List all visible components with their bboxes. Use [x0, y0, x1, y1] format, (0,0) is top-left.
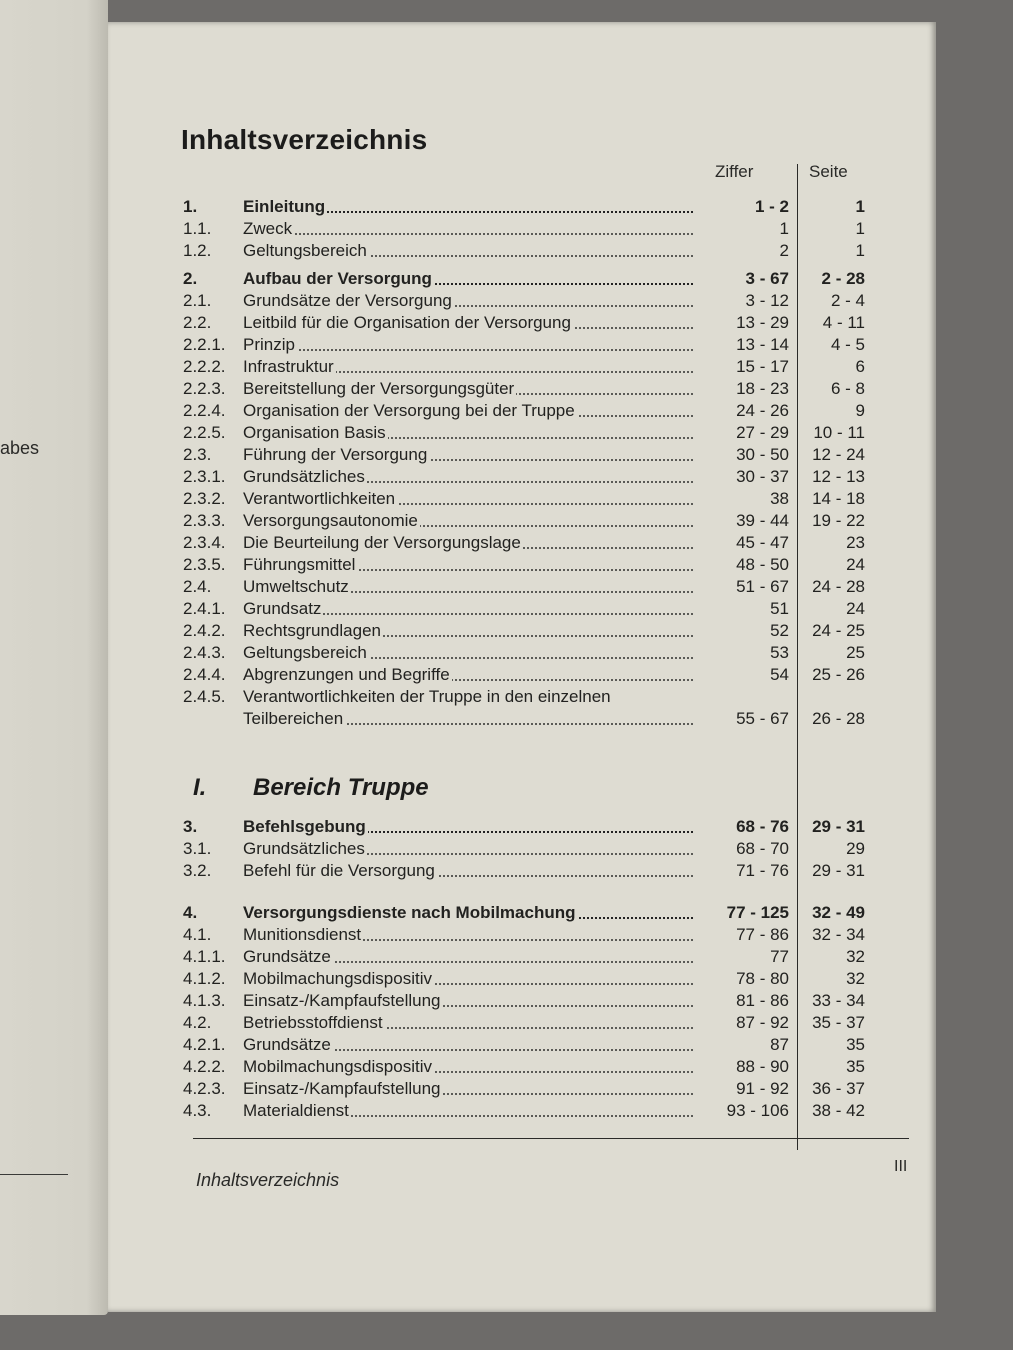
- toc-entry-number: 3.2.: [183, 861, 212, 880]
- toc-entry-ziffer: 87: [770, 1035, 789, 1054]
- toc-entry-title: Aufbau der Versorgung: [243, 269, 432, 288]
- toc-entry-seite: 9: [855, 401, 865, 420]
- toc-entry: [108, 838, 936, 860]
- toc-entry-ziffer: 68 - 76: [736, 817, 789, 836]
- toc-entry-seite: 32: [846, 947, 865, 966]
- toc-entry-title: Geltungsbereich: [243, 241, 367, 260]
- toc-entry-title: Organisation der Versorgung bei der Truppe: [243, 401, 575, 420]
- toc-entry-title: Einsatz-/Kampfaufstellung: [243, 991, 441, 1010]
- toc-entry-title: Prinzip: [243, 335, 295, 354]
- toc-entry-seite: 23: [846, 533, 865, 552]
- toc-entry-seite: 29: [846, 839, 865, 858]
- toc-entry-number: 2.3.1.: [183, 467, 226, 486]
- toc-entry-seite: 10 - 11: [813, 423, 865, 442]
- toc-entry-ziffer: 91 - 92: [736, 1079, 789, 1098]
- toc-entry-ziffer: 77 - 125: [726, 903, 789, 922]
- toc-entry-seite: 26 - 28: [812, 709, 865, 728]
- toc-entry-title: Grundsätze: [243, 1035, 331, 1054]
- toc-entry-label: [243, 946, 693, 968]
- toc-entry-ziffer: 81 - 86: [736, 991, 789, 1010]
- toc-entry-seite: 35: [846, 1035, 865, 1054]
- toc-entry-label: [243, 838, 693, 860]
- toc-entry-number: 4.2.3.: [183, 1079, 226, 1098]
- toc-entry-ziffer: 30 - 37: [736, 467, 789, 486]
- toc-entry-seite: 19 - 22: [812, 511, 865, 530]
- toc-entry-label: [243, 1034, 693, 1056]
- toc-entry-seite: 29 - 31: [812, 817, 865, 836]
- toc-entry: [108, 1100, 936, 1122]
- toc-entry-ziffer: 1 - 2: [754, 197, 789, 216]
- toc-entry-title: Rechtsgrundlagen: [243, 621, 381, 640]
- toc-entry-ziffer: 93 - 106: [726, 1101, 789, 1120]
- toc-entry-ziffer: 51: [770, 599, 789, 618]
- toc-entry-ziffer: 77 - 86: [736, 925, 789, 944]
- toc-entry-number: 2.4.4.: [183, 665, 226, 684]
- toc-entry-number: 4.: [183, 903, 198, 922]
- toc-entry-ziffer: 71 - 76: [736, 861, 789, 880]
- toc-entry-number: 2.4.3.: [183, 643, 226, 662]
- toc-entry-seite: 25 - 26: [812, 665, 865, 684]
- toc-entry-number: 2.3.5.: [183, 555, 226, 574]
- toc-entry-seite: 38 - 42: [812, 1101, 865, 1120]
- toc-entry-label: [243, 902, 693, 924]
- toc-entry-ziffer: 18 - 23: [736, 379, 789, 398]
- toc-entry-seite: 4 - 11: [822, 313, 865, 332]
- toc-entry: [108, 816, 936, 838]
- document-page: [108, 22, 936, 1312]
- toc-entry-number: 2.3.: [183, 445, 212, 464]
- toc-entry: [108, 1056, 936, 1078]
- toc-entry-number: 3.: [183, 817, 198, 836]
- toc-entry-label: [243, 1056, 693, 1078]
- toc-entry-seite: 32 - 34: [812, 925, 865, 944]
- toc-entry-label: [243, 968, 693, 990]
- column-header-seite: Seite: [809, 162, 848, 181]
- toc-entry-title: Verantwortlichkeiten der Truppe in den einzelnen: [243, 687, 611, 706]
- toc-entry-title: Materialdienst: [243, 1101, 349, 1120]
- toc-entry: [108, 860, 936, 882]
- toc-entry-number: 2.3.3.: [183, 511, 226, 530]
- toc-entry-label: [243, 1012, 693, 1034]
- toc-entry-ziffer: 88 - 90: [736, 1057, 789, 1076]
- left-page: [0, 0, 108, 1315]
- toc-entry-label: [243, 1100, 693, 1122]
- toc-entry-title: Teilbereichen: [243, 709, 344, 728]
- toc-entry: [108, 946, 936, 968]
- toc-entry-number: 4.1.: [183, 925, 212, 944]
- toc-entry-label: [243, 816, 693, 838]
- toc-entry-number: 3.1.: [183, 839, 212, 858]
- toc-entry-number: 4.2.2.: [183, 1057, 226, 1076]
- toc-entry-number: 2.1.: [183, 291, 212, 310]
- toc-entry: [108, 1034, 936, 1056]
- toc-entry-ziffer: 38: [770, 489, 789, 508]
- toc-entry-ziffer: 55 - 67: [736, 709, 789, 728]
- toc-entry-ziffer: 78 - 80: [736, 969, 789, 988]
- toc-entry-title: Grundsätze: [243, 947, 331, 966]
- toc-entry-title: Abgrenzungen und Begriffe: [243, 665, 450, 684]
- toc-entry-title: Zweck: [243, 219, 293, 238]
- toc-entry-number: 4.2.: [183, 1013, 212, 1032]
- toc-entry-ziffer: 1: [779, 219, 789, 238]
- toc-entry-title: Infrastruktur: [243, 357, 334, 376]
- toc-entry-title: Befehl für die Versorgung: [243, 861, 435, 880]
- toc-entry-number: 2.3.4.: [183, 533, 226, 552]
- bottom-rule: [193, 1138, 909, 1139]
- toc-entry-title: Betriebsstoffdienst: [243, 1013, 383, 1032]
- toc-entry-number: 2.4.: [183, 577, 212, 596]
- toc-entry-ziffer: 24 - 26: [736, 401, 789, 420]
- toc-entry-number: 4.3.: [183, 1101, 212, 1120]
- toc-entry-ziffer: 13 - 14: [736, 335, 789, 354]
- toc-entry-title: Einsatz-/Kampfaufstellung: [243, 1079, 441, 1098]
- left-page-rule: [0, 1174, 68, 1175]
- toc-entry-seite: 1: [855, 241, 865, 260]
- toc-entry-number: 4.1.2.: [183, 969, 226, 988]
- toc-entry-seite: 2 - 28: [821, 269, 865, 288]
- page-number: III: [894, 1158, 908, 1175]
- toc-entry-number: 1.1.: [183, 219, 212, 238]
- toc-entry-ziffer: 15 - 17: [736, 357, 789, 376]
- toc-entry-ziffer: 87 - 92: [736, 1013, 789, 1032]
- toc-entry-ziffer: 54: [770, 665, 789, 684]
- toc-entry-ziffer: 45 - 47: [736, 533, 789, 552]
- left-page-text-fragment: abes: [0, 438, 40, 458]
- toc-entry: [108, 1012, 936, 1034]
- toc-entry-title: Munitionsdienst: [243, 925, 362, 944]
- toc-entry-seite: 24 - 25: [812, 621, 865, 640]
- toc-entry-seite: 32 - 49: [812, 903, 865, 922]
- section-number: I.: [193, 774, 207, 801]
- toc-entry-number: 2.4.1.: [183, 599, 226, 618]
- toc-part-2: [108, 22, 936, 1312]
- toc-entry-title: Geltungsbereich: [243, 643, 367, 662]
- toc-entry-title: Grundsätzliches: [243, 467, 365, 486]
- toc-entry-title: Mobilmachungsdispositiv: [243, 969, 432, 988]
- toc-entry-seite: 1: [855, 219, 865, 238]
- toc-entry-label: [243, 1078, 693, 1100]
- toc-entry-ziffer: 27 - 29: [736, 423, 789, 442]
- toc-entry-number: 1.2.: [183, 241, 212, 260]
- toc-entry-seite: 6: [855, 357, 865, 376]
- toc-entry-title: Versorgungsdienste nach Mobilmachung: [243, 903, 576, 922]
- toc-entry-number: 2.2.1.: [183, 335, 226, 354]
- toc-entry-seite: 36 - 37: [812, 1079, 865, 1098]
- toc-entry-ziffer: 53: [770, 643, 789, 662]
- toc-entry-number: 1.: [183, 197, 198, 216]
- toc-entry-ziffer: 2: [779, 241, 789, 260]
- toc-entry: [108, 924, 936, 946]
- toc-entry-ziffer: 52: [770, 621, 789, 640]
- toc-entry-seite: 12 - 24: [812, 445, 865, 464]
- toc-entry-seite: 35: [846, 1057, 865, 1076]
- toc-entry-ziffer: 48 - 50: [736, 555, 789, 574]
- toc-entry-seite: 25: [846, 643, 865, 662]
- toc-entry-ziffer: 39 - 44: [736, 511, 789, 530]
- toc-entry-label: [243, 860, 693, 882]
- toc-entry: [108, 990, 936, 1012]
- toc-entry-title: Die Beurteilung der Versorgungslage: [243, 533, 521, 552]
- toc-entry-title: Mobilmachungsdispositiv: [243, 1057, 432, 1076]
- column-header-ziffer: Ziffer: [715, 162, 754, 181]
- toc-entry: [108, 1078, 936, 1100]
- toc-entry-seite: 4 - 5: [830, 335, 865, 354]
- toc-entry-title: Befehlsgebung: [243, 817, 366, 836]
- toc-entry-title: Organisation Basis: [243, 423, 386, 442]
- footer-title: Inhaltsverzeichnis: [196, 1170, 340, 1190]
- toc-entry: [108, 968, 936, 990]
- toc-entry-ziffer: 3 - 67: [745, 269, 789, 288]
- toc-entry-title: Führungsmittel: [243, 555, 356, 574]
- toc-entry-title: Grundsatz: [243, 599, 322, 618]
- toc-entry-number: 2.2.3.: [183, 379, 226, 398]
- toc-entry-ziffer: 77: [770, 947, 789, 966]
- toc-entry-title: Verantwortlichkeiten: [243, 489, 396, 508]
- toc-entry-seite: 14 - 18: [812, 489, 865, 508]
- toc-entry-label: [243, 924, 693, 946]
- toc-entry-seite: 29 - 31: [812, 861, 865, 880]
- toc-entry-ziffer: 30 - 50: [736, 445, 789, 464]
- toc-entry-title: Grundsätzliches: [243, 839, 365, 858]
- toc-entry: [108, 902, 936, 924]
- toc-entry-number: 2.4.2.: [183, 621, 226, 640]
- toc-entry-number: 2.4.5.: [183, 687, 226, 706]
- toc-entry-title: Führung der Versorgung: [243, 445, 428, 464]
- toc-entry-title: Leitbild für die Organisation der Versorgung: [243, 313, 571, 332]
- toc-entry-ziffer: 3 - 12: [745, 291, 789, 310]
- toc-entry-ziffer: 51 - 67: [736, 577, 789, 596]
- toc-entry-number: 2.3.2.: [183, 489, 226, 508]
- toc-entry-seite: 12 - 13: [812, 467, 865, 486]
- toc-entry-seite: 1: [855, 197, 865, 216]
- toc-entry-number: 2.2.: [183, 313, 212, 332]
- toc-entry-ziffer: 68 - 70: [736, 839, 789, 858]
- toc-entry-title: Grundsätze der Versorgung: [243, 291, 452, 310]
- toc-entry-title: Bereitstellung der Versorgungsgüter: [243, 379, 515, 398]
- toc-entry-seite: 24 - 28: [812, 577, 865, 596]
- toc-entry-number: 4.2.1.: [183, 1035, 226, 1054]
- toc-entry-number: 4.1.1.: [183, 947, 226, 966]
- section-label: Bereich Truppe: [253, 774, 429, 801]
- toc-entry-title: Umweltschutz: [243, 577, 349, 596]
- toc-entry-ziffer: 13 - 29: [736, 313, 789, 332]
- toc-entry-number: 2.2.5.: [183, 423, 226, 442]
- toc-entry-seite: 24: [846, 555, 865, 574]
- toc-entry-seite: 2 - 4: [830, 291, 865, 310]
- toc-entry-label: [243, 990, 693, 1012]
- toc-entry-number: 4.1.3.: [183, 991, 226, 1010]
- toc-entry-seite: 24: [846, 599, 865, 618]
- toc-entry-seite: 33 - 34: [812, 991, 865, 1010]
- page-title: Inhaltsverzeichnis: [181, 124, 428, 155]
- toc-entry-number: 2.: [183, 269, 198, 288]
- toc-entry-number: 2.2.4.: [183, 401, 226, 420]
- toc-entry-seite: 6 - 8: [830, 379, 865, 398]
- toc-entry-title: Einleitung: [243, 197, 326, 216]
- toc-entry-title: Versorgungsautonomie: [243, 511, 418, 530]
- toc-entry-seite: 32: [846, 969, 865, 988]
- toc-entry-seite: 35 - 37: [812, 1013, 865, 1032]
- toc-entry-number: 2.2.2.: [183, 357, 226, 376]
